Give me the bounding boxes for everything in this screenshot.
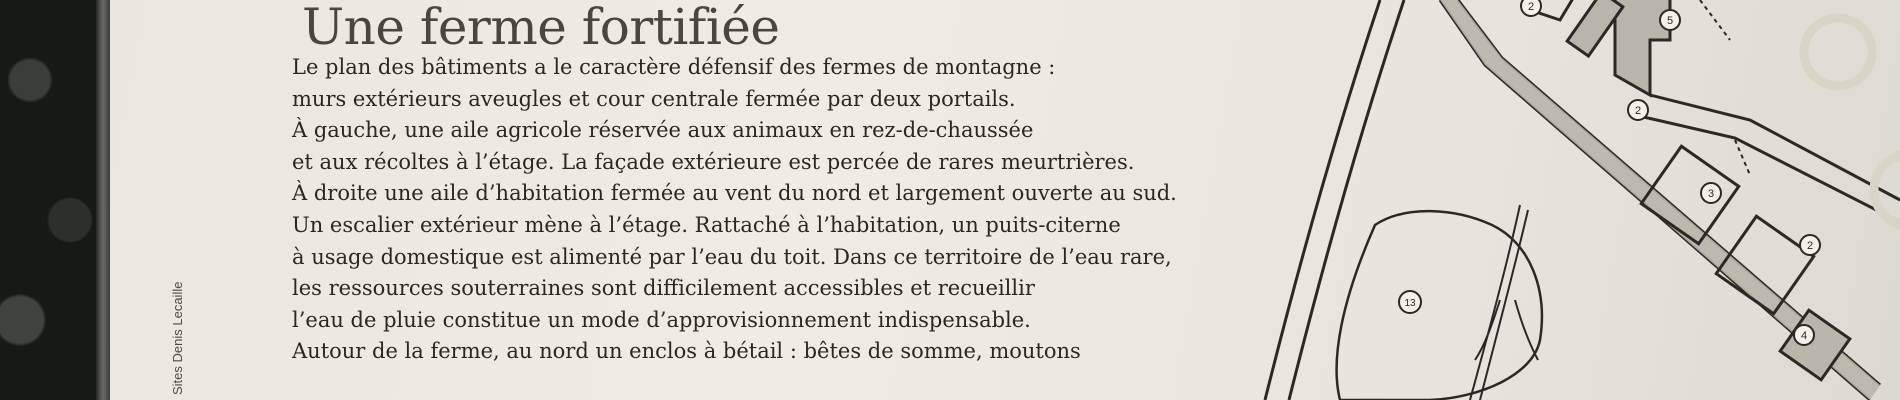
- building-walls: [1440, 0, 1900, 400]
- text-line: Un escalier extérieur mène à l’étage. Rattaché à l’habitation, un puits-citerne: [292, 212, 1121, 237]
- svg-text:2: 2: [1527, 1, 1535, 13]
- text-line: À gauche, une aile agricole réservée aux animaux en rez-de-chaussée: [292, 118, 1034, 143]
- svg-text:2: 2: [1634, 105, 1642, 117]
- text-line: À droite une aile d’habitation fermée au vent du nord et largement ouverte au sud.: [292, 181, 1177, 206]
- text-line: Le plan des bâtiments a le caractère défensif des fermes de montagne :: [292, 55, 1056, 79]
- sign-body-text: [292, 52, 1332, 368]
- svg-text:4: 4: [1800, 330, 1808, 342]
- path-edge-inner: [1289, 0, 1404, 400]
- text-line: et aux récoltes à l’étage. La façade extérieure est percée de rares meurtrières.: [292, 149, 1135, 174]
- text-line: les ressources souterraines sont difficilement accessibles et recueillir: [292, 276, 1035, 301]
- map-marker: [1701, 183, 1721, 203]
- stream: [1470, 205, 1538, 400]
- map-marker: [1800, 235, 1820, 255]
- sign-frame-edge: [96, 0, 110, 400]
- svg-text:2: 2: [1806, 240, 1814, 252]
- svg-text:3: 3: [1707, 188, 1715, 200]
- text-line: à usage domestique est alimenté par l’eau du toit. Dans ce territoire de l’eau rare,: [292, 244, 1172, 269]
- svg-text:5: 5: [1666, 15, 1674, 27]
- text-line: Autour de la ferme, au nord un enclos à bétail : bêtes de somme, moutons: [292, 339, 1081, 364]
- map-marker: [1521, 0, 1541, 16]
- path-edge-outer: [1265, 0, 1380, 400]
- map-marker: [1660, 10, 1680, 30]
- text-line: l’eau de pluie constitue un mode d’approvisionnement indispensable.: [292, 307, 1031, 332]
- foliage-background: [0, 0, 100, 400]
- text-line: murs extérieurs aveugles et cour centrale fermée par deux portails.: [292, 86, 1016, 111]
- round-enclosure: [1804, 18, 1872, 86]
- map-marker: [1399, 291, 1421, 313]
- svg-text:13: 13: [1404, 298, 1416, 309]
- farm-site-plan: [1230, 0, 1900, 400]
- map-marker: [1628, 100, 1648, 120]
- round-enclosure: [1874, 154, 1900, 226]
- sign-title: Une ferme fortifiée: [302, 0, 780, 56]
- map-marker: [1794, 325, 1814, 345]
- photo-credit: Sites Denis Lecaille: [170, 281, 185, 395]
